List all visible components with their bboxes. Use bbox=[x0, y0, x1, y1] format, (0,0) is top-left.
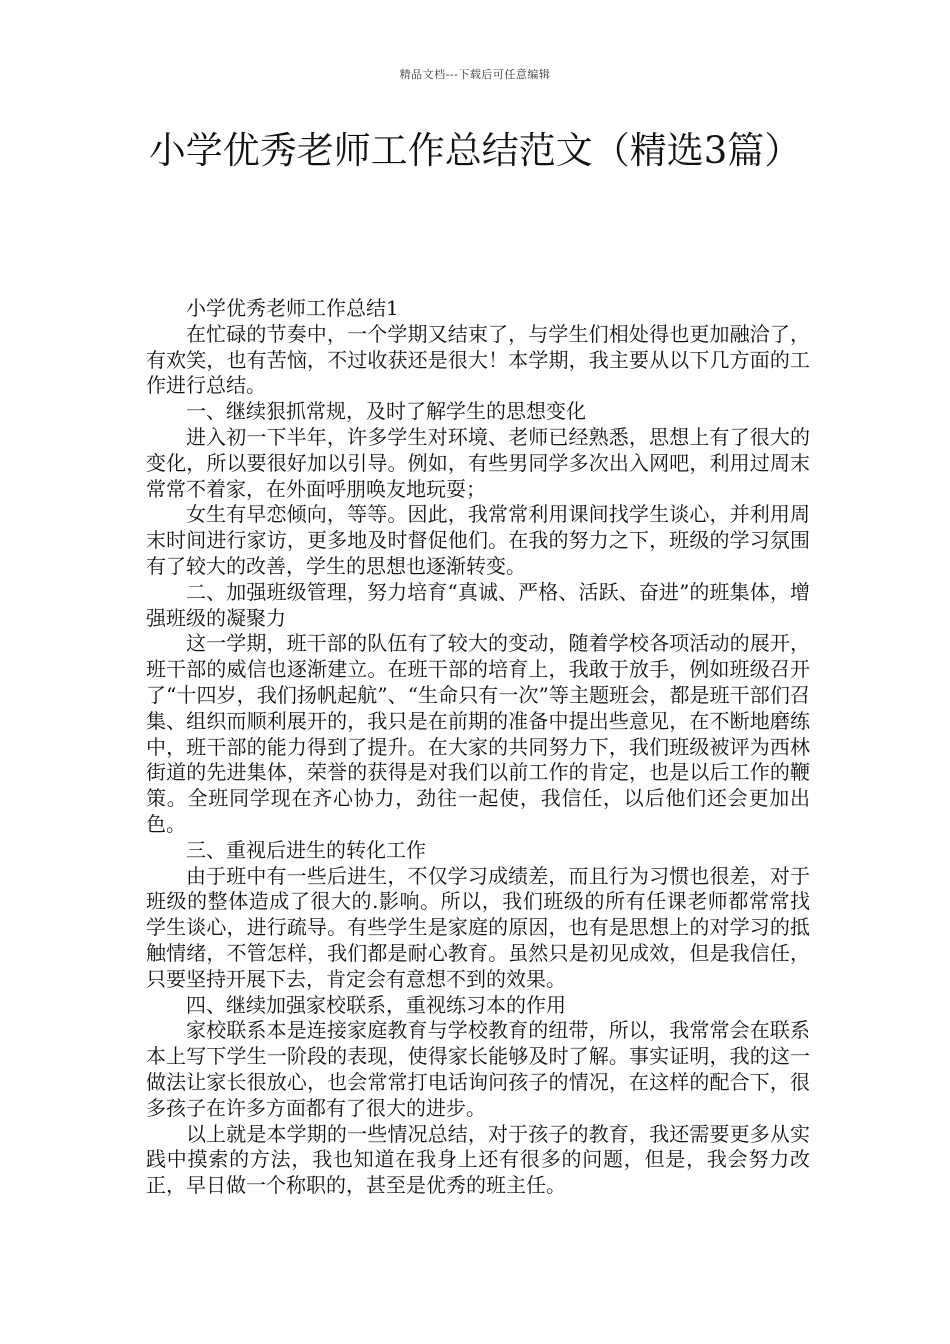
section-heading: 三、重视后进生的转化工作 bbox=[186, 837, 426, 862]
paragraph: 这一学期，班干部的队伍有了较大的变动，随着学校各项活动的展开，班干部的威信也逐渐建立。在班干部的培育上，我敢于放手，例如班级召开了“十四岁，我们扬帆起航”、“生命只有一次”等主题班会，都是班干部们召集、组织而顺利展开的，我只是在前期的准备中提出些意见，在不断地磨练中，班干部的能力得到了提升。在大家的共同努力下，我们班级被评为西林街道的先进集体，荣誉的获得是对我们以前工作的肯定，也是以后工作的鞭策。全班同学现在齐心协力，劲往一起使，我信任，以后他们还会更加出色。 bbox=[146, 631, 810, 836]
section-heading: 一、继续狠抓常规，及时了解学生的思想变化 bbox=[186, 399, 586, 424]
header-note: 精品文档---下载后可任意编辑 bbox=[399, 68, 551, 81]
paragraph: 以上就是本学期的一些情况总结，对于孩子的教育，我还需要更多从实践中摸索的方法，我也知道在我身上还有很多的问题，但是，我会努力改正，早日做一个称职的，甚至是优秀的班主任。 bbox=[146, 1121, 810, 1198]
paragraph: 家校联系本是连接家庭教育与学校教育的纽带，所以，我常常会在联系本上写下学生一阶段的表现，使得家长能够及时了解。事实证明，我的这一做法让家长很放心，也会常常打电话询问孩子的情况，在这样的配合下，很多孩子在许多方面都有了很大的进步。 bbox=[146, 1018, 810, 1120]
document-title: 小学优秀老师工作总结范文（精选3篇） bbox=[148, 129, 802, 172]
section-heading: 小学优秀老师工作总结1 bbox=[186, 296, 399, 320]
paragraph: 女生有早恋倾向，等等。因此，我常常利用课间找学生谈心，并利用周末时间进行家访，更多地及时督促他们。在我的努力之下，班级的学习氛围有了较大的改善，学生的思想也逐渐转变。 bbox=[146, 502, 810, 578]
document-body bbox=[146, 296, 810, 1199]
section-heading: 二、加强班级管理，努力培育“真诚、严格、活跃、奋进”的班集体，增强班级的凝聚力 bbox=[146, 579, 810, 630]
paragraph: 由于班中有一些后进生，不仅学习成绩差，而且行为习惯也很差，对于班级的整体造成了很大的.影响。所以，我们班级的所有任课老师都常常找学生谈心，进行疏导。有些学生是家庭的原因，也有是思想上的对学习的抵触情绪，不管怎样，我们都是耐心教育。虽然只是初见成效，但是我信任，只要坚持开展下去，肯定会有意想不到的效果。 bbox=[146, 863, 810, 991]
paragraph: 进入初一下半年，许多学生对环境、老师已经熟悉，思想上有了很大的变化，所以要很好加以引导。例如，有些男同学多次出入网吧，利用过周末常常不着家，在外面呼朋唤友地玩耍； bbox=[146, 424, 810, 501]
paragraph: 在忙碌的节奏中，一个学期又结束了，与学生们相处得也更加融洽了，有欢笑，也有苦恼，不过收获还是很大！本学期，我主要从以下几方面的工作进行总结。 bbox=[146, 321, 810, 398]
section-heading: 四、继续加强家校联系，重视练习本的作用 bbox=[186, 992, 566, 1017]
